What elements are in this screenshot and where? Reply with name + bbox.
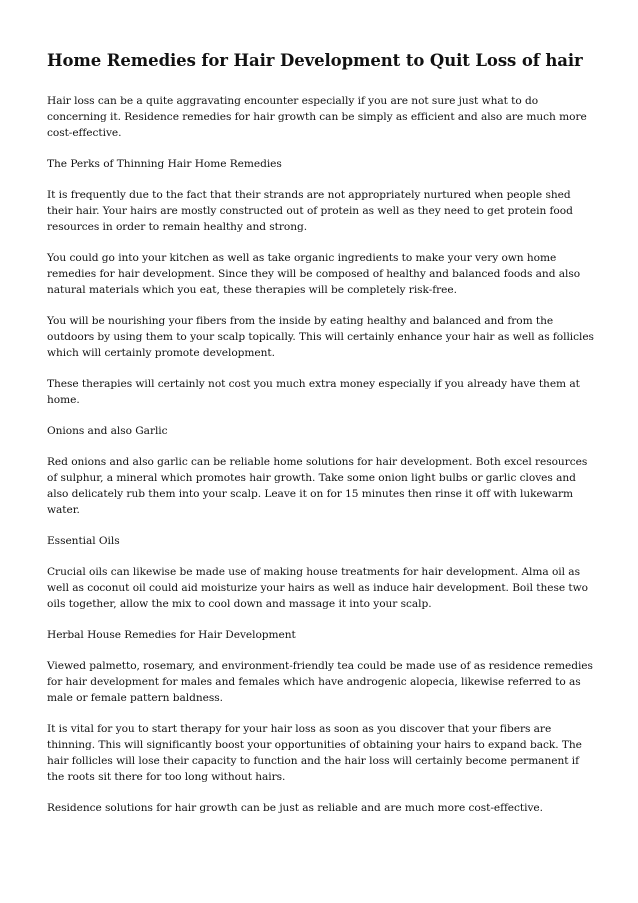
paragraph-cost: These therapies will certainly not cost you much extra money especially if you already have them at home. xyxy=(47,378,580,407)
document-page xyxy=(47,50,595,831)
paragraph-conclusion: Residence solutions for hair growth can be just as reliable and are much more cost-effective. xyxy=(47,802,543,814)
paragraph-kitchen: You could go into your kitchen as well as take organic ingredients to make your very own home remedies for hair development. Since they will be composed of healthy and balanced foods and also natural materials which you eat, these therapies will be completely risk-free. xyxy=(47,251,581,297)
paragraph-oils: Crucial oils can likewise be made use of making house treatments for hair development. Alma oil as well as coconut oil could aid moisturize your hairs as well as induce hair development. Boil these two oils together, allow the mix to cool down and massage it into your scalp. xyxy=(47,565,588,611)
section-heading-perks: The Perks of Thinning Hair Home Remedies xyxy=(47,158,282,171)
paragraph-onions: Red onions and also garlic can be reliable home solutions for hair development. Both excel resources of sulphur, a mineral which promotes hair growth. Take some onion light bulbs or garlic cloves and also delicately rub them into your scalp. Leave it on for 15 minutes then rinse it off with lukewarm water. xyxy=(47,455,588,517)
intro-paragraph: Hair loss can be a quite aggravating encounter especially if you are not sure just what to do concerning it. Residence remedies for hair growth can be simply as efficient and also are much more cost-effective. xyxy=(47,95,587,140)
section-heading-oils: Essential Oils xyxy=(47,535,120,548)
paragraph-protein: It is frequently due to the fact that their strands are not appropriately nurtured when people shed their hair. Your hairs are mostly constructed out of protein as well as they need to get protein food resources in order to remain healthy and strong. xyxy=(47,188,573,234)
document-title: Home Remedies for Hair Development to Quit Loss of hair xyxy=(47,51,583,70)
section-heading-onions: Onions and also Garlic xyxy=(47,425,168,438)
paragraph-therapy: It is vital for you to start therapy for your hair loss as soon as you discover that your fibers are thinning. This will significantly boost your opportunities of obtaining your hairs to expand back. The hair follicles will lose their capacity to function and the hair loss will certainly become permanent if the roots sit there for too long without hairs. xyxy=(47,722,582,784)
paragraph-nourishing: You will be nourishing your fibers from the inside by eating healthy and balanced and from the outdoors by using them to your scalp topically. This will certainly enhance your hair as well as follicles which will certainly promote development. xyxy=(47,315,594,360)
section-heading-herbal: Herbal House Remedies for Hair Development xyxy=(47,628,296,641)
paragraph-herbal: Viewed palmetto, rosemary, and environment-friendly tea could be made use of as residence remedies for hair development for males and females which have androgenic alopecia, likewise referred to as male or female pattern baldness. xyxy=(47,659,593,704)
